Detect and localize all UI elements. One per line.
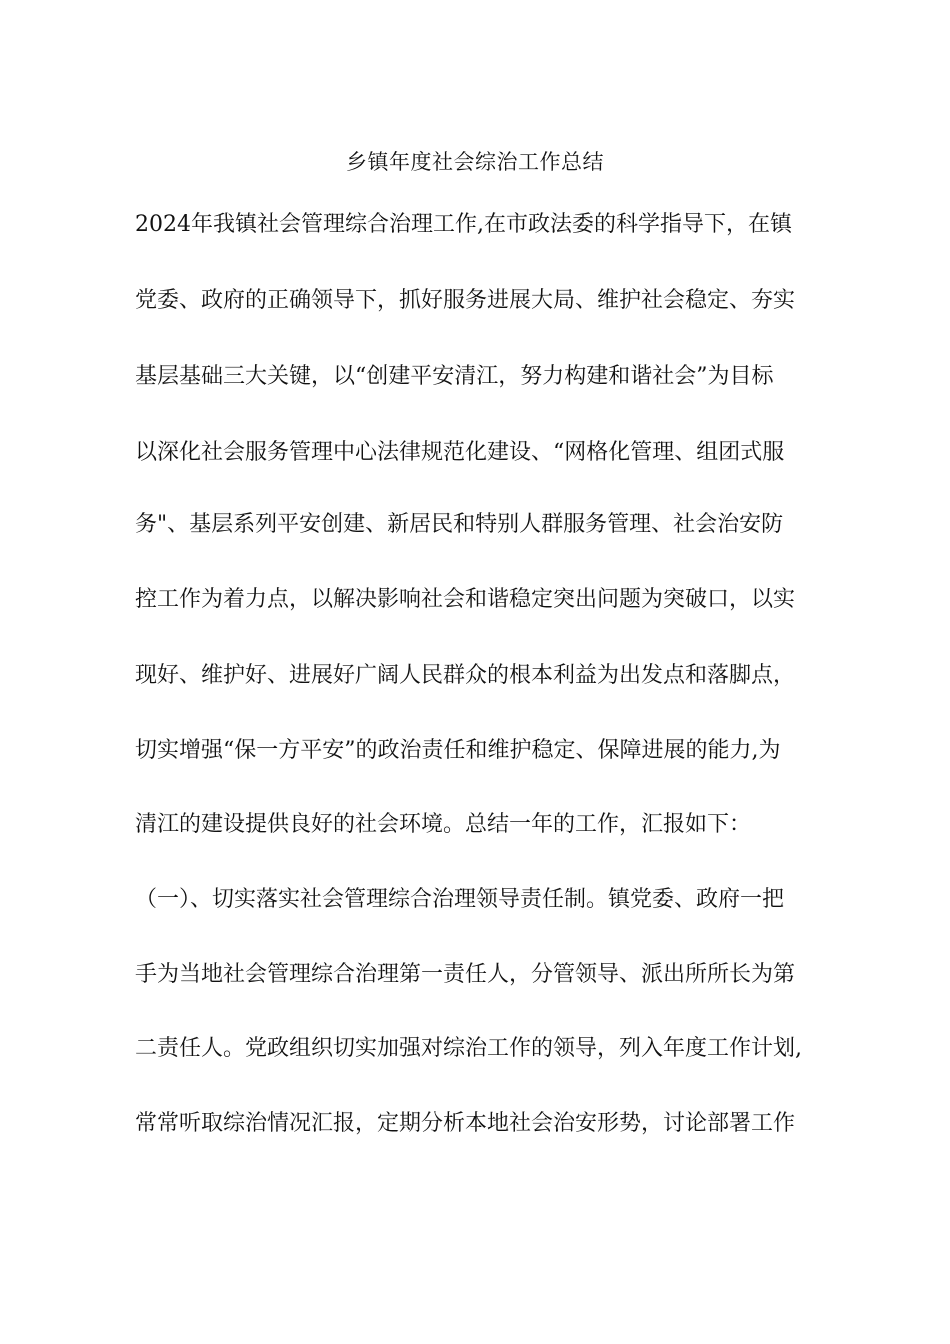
paragraph-line: 二责任人。党政组织切实加强对综治工作的领导，列入年度工作计划,: [135, 1036, 802, 1061]
paragraph-line: 党委、政府的正确领导下，抓好服务进展大局、维护社会稳定、夯实: [135, 288, 796, 313]
paragraph-line: 常常听取综治情况汇报，定期分析本地社会治安形势，讨论部署工作: [135, 1111, 796, 1136]
paragraph-line: 2024年我镇社会管理综合治理工作,在市政法委的科学指导下，在镇: [135, 212, 792, 237]
paragraph-line: 以深化社会服务管理中心法律规范化建设、“网格化管理、组团式服: [135, 440, 785, 465]
paragraph-line: 现好、维护好、进展好广阔人民群众的根本利益为出发点和落脚点，: [135, 663, 796, 688]
paragraph-line: 手为当地社会管理综合治理第一责任人，分管领导、派出所所长为第: [135, 962, 796, 987]
paragraph-line: 控工作为着力点，以解决影响社会和谐稳定突出问题为突破口，以实: [135, 587, 796, 612]
document-title: 乡镇年度社会综治工作总结: [346, 150, 604, 174]
paragraph-line: 切实增强“保一方平安”的政治责任和维护稳定、保障进展的能力,为: [135, 738, 781, 763]
paragraph-line: 基层基础三大关键，以“创建平安清江，努力构建和谐社会”为目标: [135, 364, 774, 389]
paragraph-line: 清江的建设提供良好的社会环境。总结一年的工作，汇报如下：: [135, 812, 752, 837]
paragraph-line: （一）、切实落实社会管理综合治理领导责任制。镇党委、政府一把: [135, 887, 785, 912]
paragraph-line: 务"、基层系列平安创建、新居民和特别人群服务管理、社会治安防: [135, 512, 784, 537]
